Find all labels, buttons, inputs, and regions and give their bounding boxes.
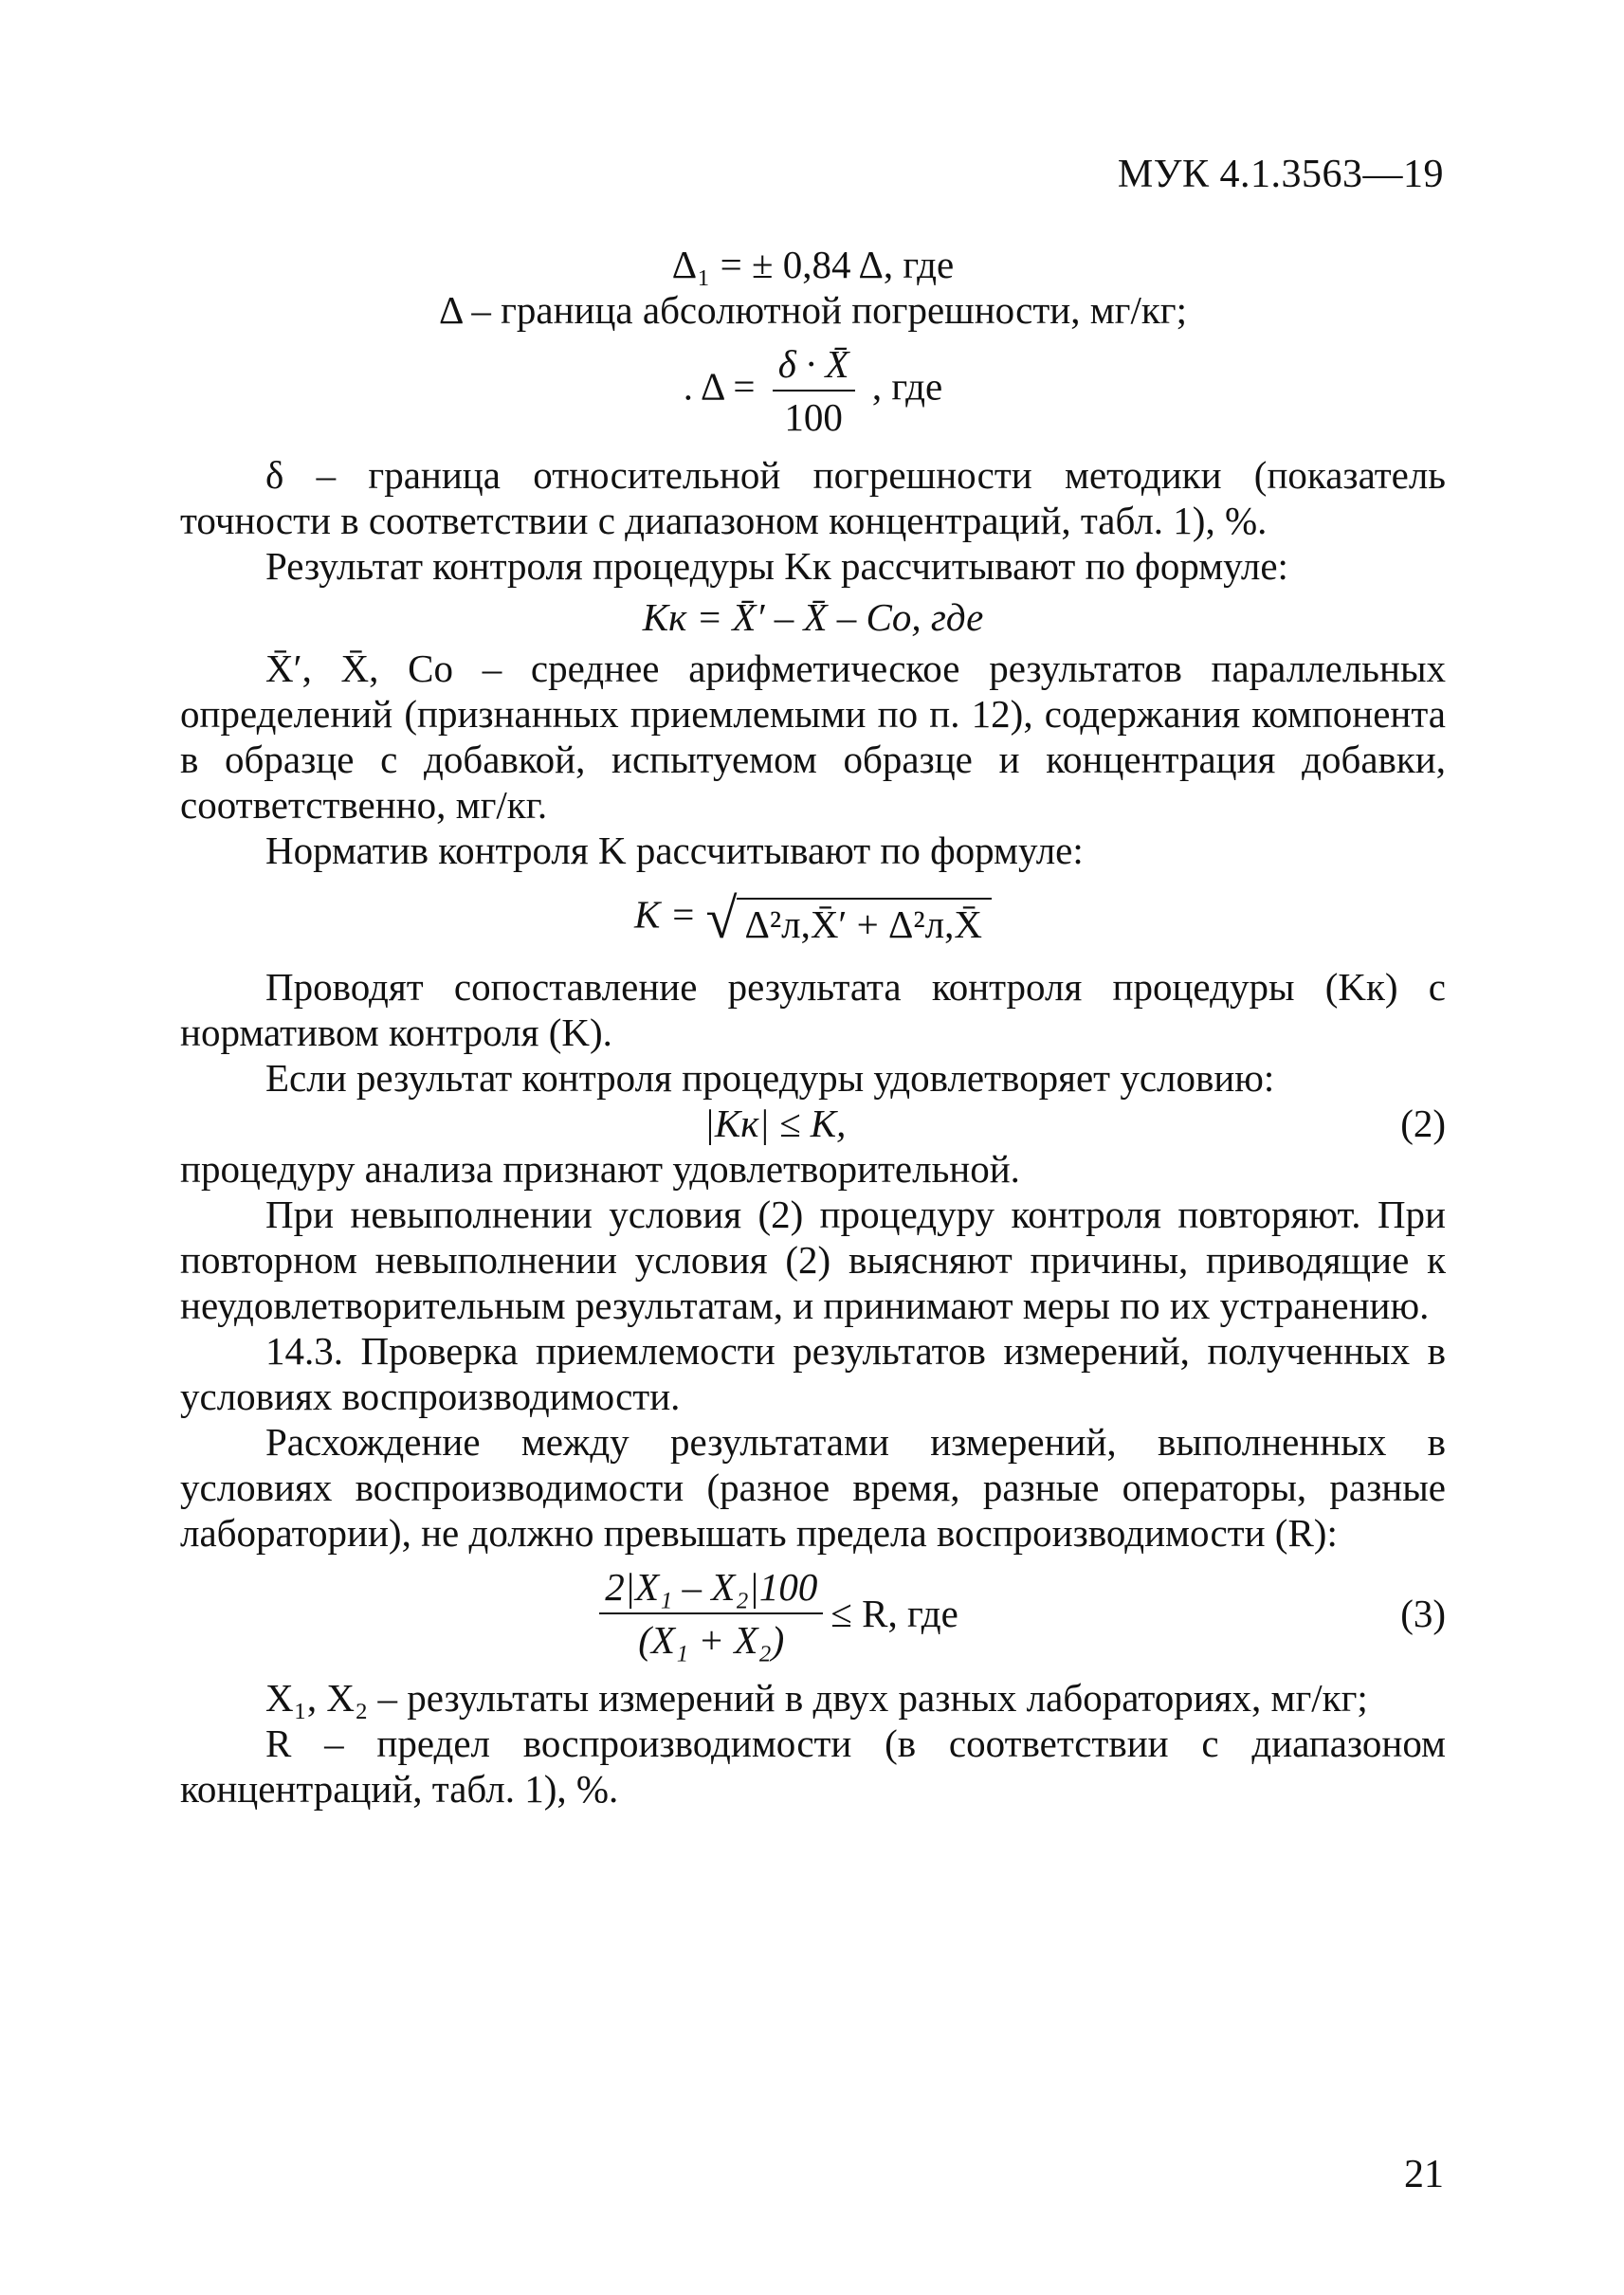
- page-body: [180, 242, 1446, 1812]
- condition-3-fraction: [599, 1565, 823, 1662]
- section-14-3: 14.3. Проверка приемлемости результатов измерений, полученных в условиях воспроизводимости.: [180, 1329, 1446, 1418]
- formula-delta-denominator: 100: [784, 395, 843, 439]
- delta-definition: Δ – граница абсолютной погрешности, мг/кг;: [438, 288, 1188, 332]
- condition-3-denominator: (X₁ + X₂): [638, 1618, 785, 1662]
- formula-delta: [180, 342, 1446, 439]
- paragraph-kk-variables: X̄′, X̄, Cо – среднее арифметическое результатов параллельных определений (признанных приемлемыми по п. 12), содержания компонента в образце с добавкой, испытуемом образце и концентрация добавки, соответственно, мг/кг.: [180, 647, 1446, 827]
- paragraph-failure: При невыполнении условия (2) процедуру контроля повторяют. При повторном невыполнении условия (2) выясняют причины, приводящие к неудовлетворительным результатам, и принимают меры по их устранению.: [180, 1193, 1446, 1327]
- doc-number: МУК 4.1.3563—19: [1117, 153, 1444, 196]
- formula-k: [180, 887, 1446, 950]
- formula-delta-fraction: [773, 342, 855, 439]
- radical-sign-icon: √: [705, 887, 738, 950]
- condition-3-numerator: 2|X₁ – X₂|100: [599, 1565, 823, 1614]
- paragraph-delta-relative: δ – граница относительной погрешности методики (показатель точности в соответствии с диапазоном концентраций, табл. 1), %.: [180, 453, 1446, 542]
- paragraph-compare: Проводят сопоставление результата контроля процедуры (Kк) с нормативом контроля (K).: [180, 965, 1446, 1054]
- paragraph-condition-intro: Если результат контроля процедуры удовлетворяет условию:: [265, 1056, 1275, 1100]
- condition-3-expression: [180, 1565, 1370, 1662]
- formula-condition-3: [180, 1565, 1446, 1662]
- paragraph-x1-x2: X₁, X₂ – результаты измерений в двух разных лабораториях, мг/кг;: [265, 1676, 1368, 1720]
- paragraph-k-intro: Норматив контроля K рассчитывают по формуле:: [265, 829, 1084, 872]
- equation-number-3: (3): [1400, 1592, 1446, 1635]
- paragraph-r-definition: R – предел воспроизводимости (в соответствии с диапазоном концентраций, табл. 1), %.: [180, 1721, 1446, 1811]
- formula-k-radicand: Δ²л,X̄′ + Δ²л,X̄: [737, 898, 992, 947]
- formula-condition-2: [180, 1101, 1446, 1146]
- paragraph-kk-intro: Результат контроля процедуры Kк рассчитывают по формуле:: [265, 544, 1288, 588]
- sqrt-symbol: [705, 887, 992, 950]
- condition-2-expression: |Kк| ≤ K,: [703, 1102, 847, 1145]
- paragraph-satisfactory: процедуру анализа признают удовлетворительной.: [180, 1147, 1020, 1191]
- formula-kk: Kк = X̄′ – X̄ – Cо, где: [642, 595, 984, 639]
- formula-k-lhs: K =: [634, 892, 697, 937]
- page-number: 21: [1404, 2153, 1444, 2196]
- formula-delta-numerator: δ · X̄: [773, 342, 855, 392]
- formula-delta-l: Δ₁ = ± 0,84 Δ, где: [671, 243, 955, 286]
- condition-3-tail: ≤ R, где: [830, 1592, 958, 1635]
- paragraph-divergence: Расхождение между результатами измерений, выполненных в условиях воспроизводимости (разное время, разные операторы, разные лаборатории), не должно превышать предела воспроизводимости (R):: [180, 1420, 1446, 1555]
- formula-delta-lhs: . Δ =: [683, 364, 756, 409]
- formula-delta-tail: , где: [871, 364, 943, 409]
- equation-number-2: (2): [1400, 1102, 1446, 1145]
